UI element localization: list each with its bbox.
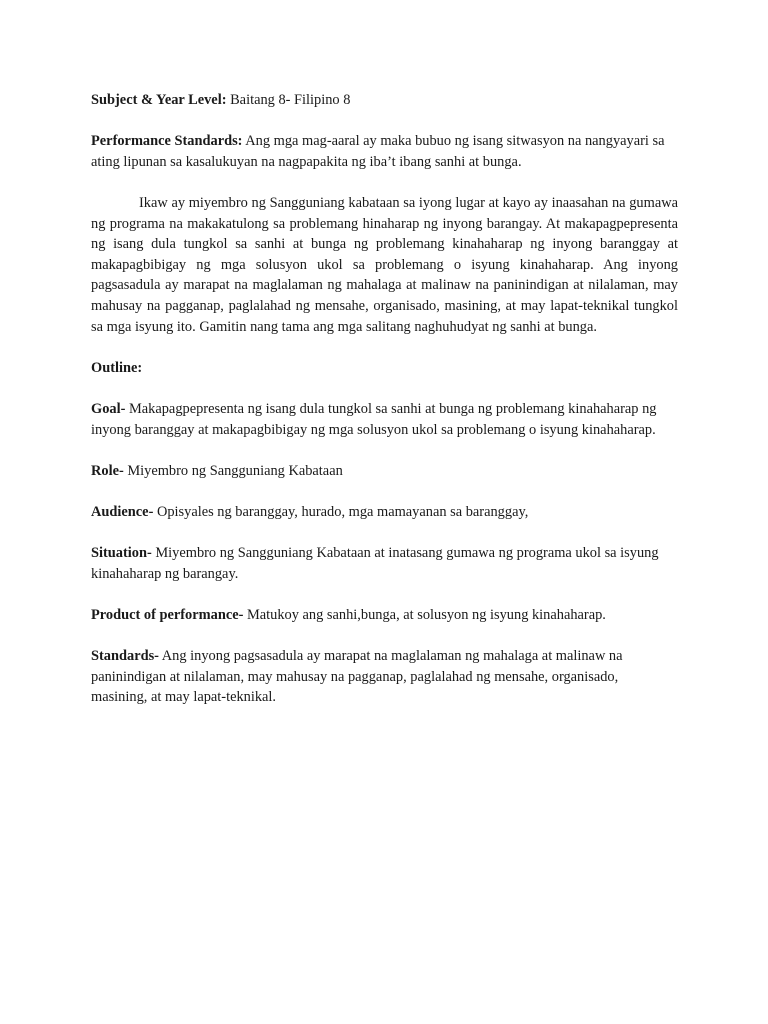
scenario-paragraph: Ikaw ay miyembro ng Sangguniang kabataan sa iyong lugar at kayo ay inaasahan na gumawa ng programa na makakatulong sa problemang hinaharap ng inyong barangay. At makapagpepresenta ng isang dula tungkol sa sanhi at bunga ng problemang kinahaharap ng inyong baranggay at makapagbibigay ng mga solusyon ukol sa problemang o isyung kinahaharap. Ang inyong pagsasadula ay marapat na maglalaman ng mahalaga at malinaw na paninindigan at nilalaman, may mahusay na pagganap, paglalahad ng mensahe, organisado, masining, at may lapat-teknikal tungkol sa mga isyung ito. Gamitin nang tama ang mga salitang naghuhudyat ng sanhi at bunga. — [91, 194, 678, 335]
goal-label: Goal- — [91, 400, 126, 417]
outline-heading: Outline: — [91, 359, 143, 376]
audience-label: Audience- — [91, 503, 154, 520]
situation-paragraph — [91, 543, 678, 584]
situation-value: Miyembro ng Sangguniang Kabataan at inatasang gumawa ng programa ukol sa isyung kinahaharap ng barangay. — [91, 545, 659, 582]
document-body — [91, 90, 678, 728]
subject-label: Subject & Year Level: — [91, 92, 227, 108]
product-label: Product of performance- — [91, 606, 244, 623]
audience-paragraph — [91, 502, 678, 523]
situation-label: Situation- — [91, 545, 152, 562]
product-paragraph — [91, 605, 678, 626]
goal-paragraph — [91, 399, 678, 440]
performance-standards-label: Performance Standards: — [91, 133, 243, 150]
subject-line — [91, 90, 678, 111]
standards-value: Ang inyong pagsasadula ay marapat na maglalaman ng mahalaga at malinaw na paninindigan at nilalaman, may mahusay na pagganap, paglalahad ng mensahe, organisado, masining, at may lapat-teknikal. — [91, 648, 623, 706]
standards-label: Standards- — [91, 648, 159, 665]
goal-value: Makapagpepresenta ng isang dula tungkol sa sanhi at bunga ng problemang kinahaharap ng inyong baranggay at makapagbibigay ng mga solusyon ukol sa problemang o isyung kinahaharap. — [91, 400, 657, 438]
product-value: Matukoy ang sanhi,bunga, at solusyon ng isyung kinahaharap. — [243, 606, 606, 623]
performance-standards-paragraph — [91, 131, 678, 172]
standards-paragraph — [91, 646, 678, 708]
role-value: Miyembro ng Sangguniang Kabataan — [123, 462, 343, 479]
role-paragraph — [91, 461, 678, 482]
role-label: Role- — [91, 462, 124, 479]
performance-standards-value: Ang mga mag-aaral ay maka bubuo ng isang sitwasyon na nangyayari sa ating lipunan sa kasalukuyan na nagpapakita ng iba’t ibang sanhi at bunga. — [91, 133, 665, 170]
audience-value: Opisyales ng baranggay, hurado, mga mamayanan sa baranggay, — [153, 503, 529, 520]
subject-value: Baitang 8- Filipino 8 — [226, 92, 351, 108]
